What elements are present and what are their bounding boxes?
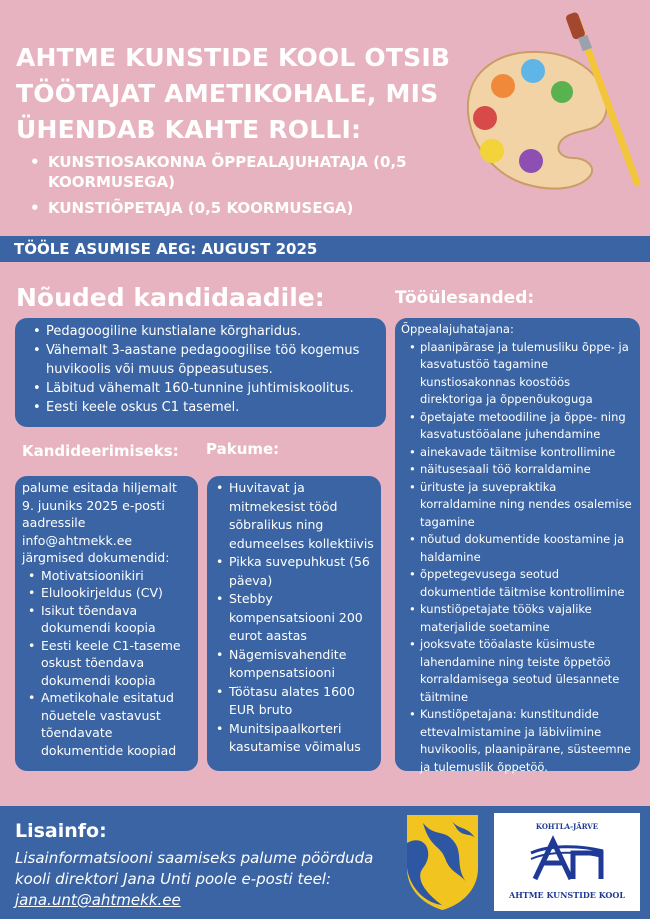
logo-city-text: KOHTLA-JÄRVE xyxy=(535,822,599,831)
task-item: • ainekavade täitmise kontrollimine xyxy=(409,444,634,462)
tasks-subheading: Õppealajuhatajana: xyxy=(401,322,514,336)
logo-school-text: AHTME KUNSTIDE KOOL xyxy=(508,890,625,900)
roles-list xyxy=(30,152,450,224)
task-item: • näitusesaali töö korraldamine xyxy=(409,461,634,479)
logo-emblem-icon xyxy=(529,835,605,885)
requirements-box xyxy=(15,318,386,427)
offer-item: • Stebby kompensatsiooni 200 eurot aastas xyxy=(216,590,375,646)
start-date-banner: TÖÖLE ASUMISE AEG: AUGUST 2025 xyxy=(0,236,650,262)
offer-item: • Nägemisvahendite kompensatsiooni xyxy=(216,646,375,683)
offer-item: • Munitsipaalkorteri kasutamise võimalus xyxy=(216,720,375,757)
document-item: • Eesti keele C1-taseme oskust tõendava dokumendi koopia xyxy=(28,637,192,690)
application-box xyxy=(15,476,198,771)
task-item: • nõutud dokumentide koostamine ja haldamine xyxy=(409,531,634,566)
task-item: • kunstiõpetajate tööks vajalike materjalide soetamine xyxy=(409,601,634,636)
city-crest-icon xyxy=(405,813,480,911)
task-item: • õpetajate metoodiline ja õppe- ning kasvatustööalane juhendamine xyxy=(409,409,634,444)
task-item: • plaanipärase ja tulemusliku õppe- ja kasvatustöö tagamine kunstiosakonnas koostöös direktoriga ja õppenõukoguga xyxy=(409,339,634,409)
school-logo xyxy=(494,813,640,911)
requirements-heading: Nõuded kandidaadile: xyxy=(16,283,325,312)
application-heading: Kandideerimiseks: xyxy=(22,442,179,460)
title-line: AHTME KUNSTIDE KOOL OTSIB xyxy=(16,43,451,72)
contact-text: Lisainformatsiooni saamiseks palume pöörduda kooli direktori Jana Unti poole e-posti teel: xyxy=(15,849,374,888)
role-item: • KUNSTIÕPETAJA (0,5 KOORMUSEGA) xyxy=(30,198,450,218)
footer-text xyxy=(15,848,400,911)
paint-palette-icon xyxy=(445,8,650,198)
offer-box xyxy=(207,476,381,771)
contact-email-link[interactable]: jana.unt@ahtmekk.ee xyxy=(15,891,181,909)
offer-item: • Töötasu alates 1600 EUR bruto xyxy=(216,683,375,720)
footer-heading: Lisainfo: xyxy=(15,820,107,842)
requirement-item: • Läbitud vähemalt 160-tunnine juhtimiskoolitus. xyxy=(33,379,376,398)
offer-heading: Pakume: xyxy=(206,440,280,458)
title-line: ÜHENDAB KAHTE ROLLI: xyxy=(16,115,362,144)
document-item: • Isikut tõendava dokumendi koopia xyxy=(28,602,192,637)
requirement-item: • Eesti keele oskus C1 tasemel. xyxy=(33,398,376,417)
requirement-item: • Vähemalt 3-aastane pedagoogilise töö kogemus huvikoolis või muus õppeasutuses. xyxy=(33,341,376,379)
task-item: • õppetegevusega seotud dokumentide täitmise kontrollimine xyxy=(409,566,634,601)
tasks-heading: Tööülesanded: xyxy=(395,288,535,308)
title-line: TÖÖTAJAT AMETIKOHALE, MIS xyxy=(16,79,439,108)
document-item: • Motivatsioonikiri xyxy=(28,567,192,585)
application-intro: palume esitada hiljemalt 9. juuniks 2025 e-posti aadressile info@ahtmekk.ee järgmised dokumendid: xyxy=(22,480,177,565)
offer-item: • Huvitavat ja mitmekesist tööd sõbralikus ning edumeelses kollektiivis xyxy=(216,479,375,553)
requirement-item: • Pedagoogiline kunstialane kõrgharidus. xyxy=(33,322,376,341)
offer-item: • Pikka suvepuhkust (56 päeva) xyxy=(216,553,375,590)
task-item: • Kunstiõpetajana: kunstitundide ettevalmistamine ja läbiviimine huvikoolis, plaanipärane, süsteemne ja tulemuslik õppetöö. xyxy=(409,706,634,776)
page-title xyxy=(16,40,456,148)
task-item: • ürituste ja suvepraktika korraldamine ning nendes osalemise tagamine xyxy=(409,479,634,532)
role-item: • KUNSTIOSAKONNA ÕPPEALAJUHATAJA (0,5 KOORMUSEGA) xyxy=(30,152,450,192)
document-item: • Ametikohale esitatud nõuetele vastavust tõendavate dokumentide koopiad xyxy=(28,689,192,759)
document-item: • Elulookirjeldus (CV) xyxy=(28,584,192,602)
tasks-box xyxy=(395,318,640,774)
task-item: • jooksvate tööalaste küsimuste lahendamine ning teiste õppetöö korraldamisega seotud ülesannete täitmine xyxy=(409,636,634,706)
